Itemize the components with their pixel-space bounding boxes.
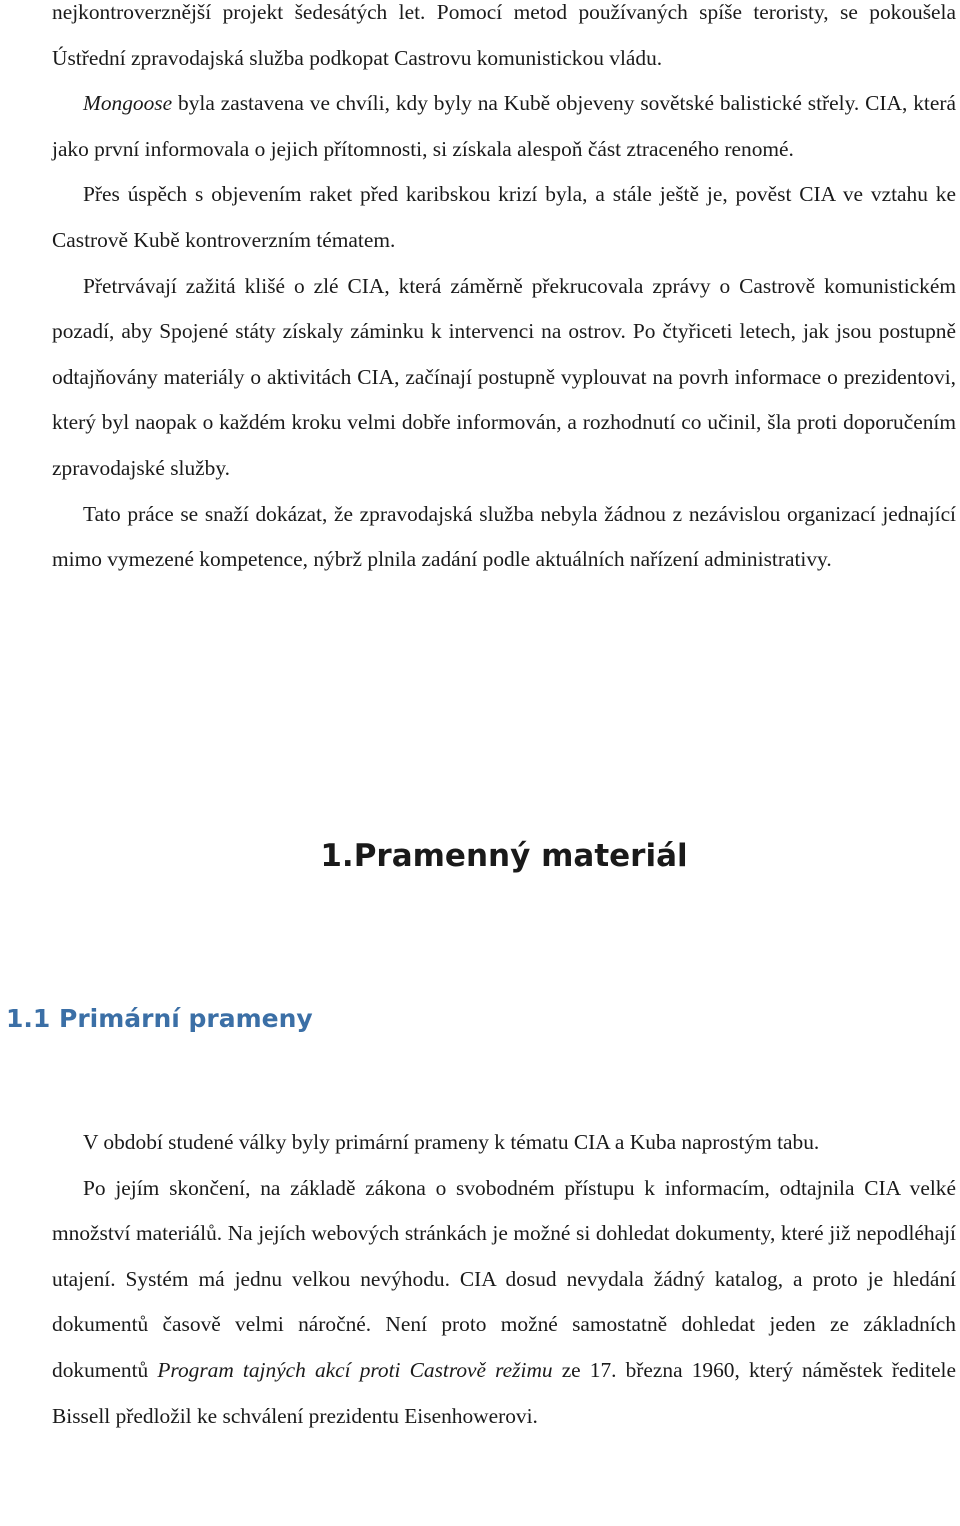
paragraph-declassified xyxy=(52,1166,956,1440)
paragraph-thesis: Tato práce se snaží dokázat, že zpravodajská služba nebyla žádnou z nezávislou organizací jednající mimo vymezené kompetence, nýbrž plnila zadání podle aktuálních nařízení administrativy. xyxy=(52,501,956,572)
paragraph-mongoose-text: byla zastavena ve chvíli, kdy byly na Kubě objeveny sovětské balistické střely. CIA, která jako první informovala o jejich přítomnosti, si získala alespoň část ztraceného renomé. xyxy=(52,91,956,161)
section-body xyxy=(52,1120,956,1439)
section-heading: 1.1 Primární prameny xyxy=(6,1004,313,1033)
paragraph-mongoose xyxy=(52,81,956,172)
paragraph-intro-continuation: nejkontroverznější projekt šedesátých let. Pomocí metod používaných spíše teroristy, se pokoušela Ústřední zpravodajská služba podkopat Castrovu komunistickou vládu. xyxy=(52,0,956,70)
paragraph-declassified-end: ze 17. března 1960, který náměstek ředitele Bissell předložil ke schválení prezidentu Eisenhowerovi. xyxy=(52,1357,956,1428)
paragraph-cliches: Přetrvávají zažitá klišé o zlé CIA, která záměrně překrucovala zprávy o Castrově komunistickém pozadí, aby Spojené státy získaly záminku k intervenci na ostrov. Po čtyřiceti letech, jak jsou postupně odtajňovány materiály o aktivitách CIA, začínají postupně vyplouvat na povrh informace o prezidentovi, který byl naopak o každém kroku velmi dobře informován, a rozhodnutí co učinil, šla proti doporučením zpravodajské služby. xyxy=(52,273,956,480)
paragraph-cold-war: V období studené války byly primární prameny k tématu CIA a Kuba naprostým tabu. xyxy=(83,1130,820,1154)
mongoose-emphasis: Mongoose xyxy=(83,91,173,116)
chapter-heading: 1.Pramenný materiál xyxy=(320,838,688,874)
paragraph-declassified-start: Po jejím skončení, na základě zákona o svobodném přístupu k informacím, odtajnila CIA velké množství materiálů. Na jejích webových stránkách je možné si dohledat dokumenty, které již nepodléhají utajení. Systém má jednu velkou nevýhodu. CIA dosud nevydala žádný katalog, a proto je hledání dokumentů časově velmi náročné. Není proto možné samostatně dohledat jeden ze základních dokumentů xyxy=(52,1175,956,1382)
program-title-emphasis: Program tajných akcí proti Castrově režimu xyxy=(157,1357,553,1382)
paragraph-missile-success: Přes úspěch s objevením raket před karibskou krizí byla, a stále ještě je, pověst CIA ve vztahu ke Castrově Kubě kontroverzním tématem. xyxy=(52,182,956,252)
document-body xyxy=(52,0,956,583)
